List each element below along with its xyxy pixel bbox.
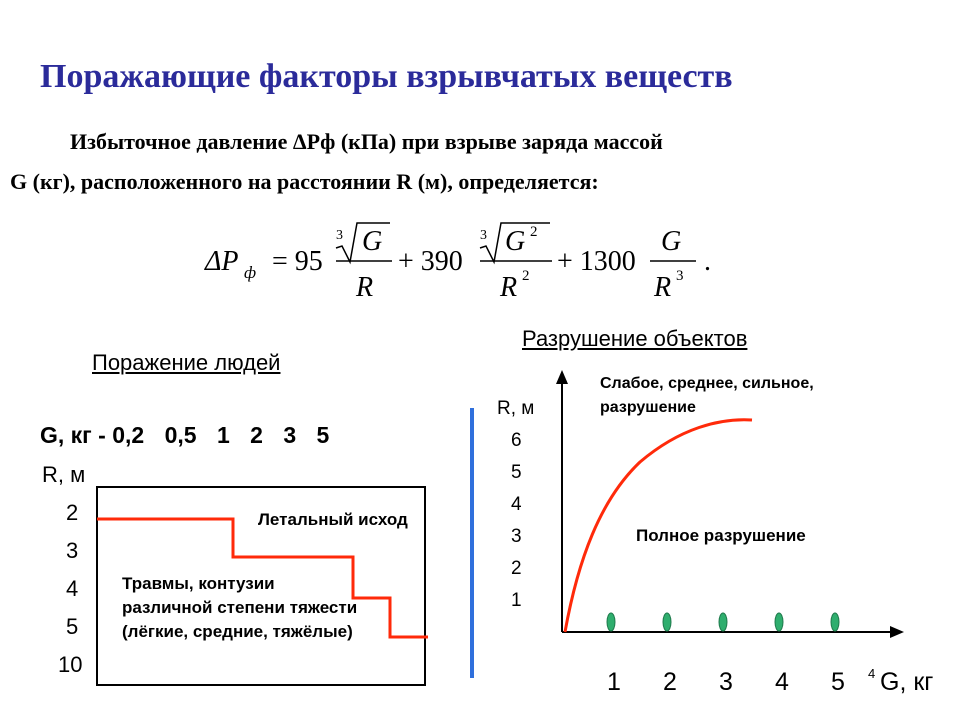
g-value: G, кг - 0,2 — [40, 422, 145, 448]
x-axis-arrow-icon — [890, 626, 904, 638]
right-x-label: G, кг — [880, 668, 934, 696]
charge-marker — [607, 613, 615, 631]
charge-marker — [663, 613, 671, 631]
left-r-tick: 5 — [66, 614, 79, 639]
heading-objects: Разрушение объектов — [522, 326, 748, 351]
g-value: 2 — [250, 422, 263, 448]
right-x-tick: 1 — [607, 668, 621, 696]
left-r-tick: 4 — [66, 576, 79, 601]
formula-den-3: R — [654, 272, 672, 303]
formula-coef-3: + 1300 — [557, 246, 636, 277]
formula-root-index-1: 3 — [336, 228, 343, 243]
x-markers — [607, 613, 839, 631]
label-lethal: Летальный исход — [258, 510, 408, 529]
g-value: 0,5 — [164, 422, 197, 448]
formula-num-1: G — [362, 226, 383, 257]
right-x-tick: 4 — [775, 668, 789, 696]
g-value: 5 — [316, 422, 330, 448]
formula-coef-2: + 390 — [398, 246, 463, 277]
right-y-tick: 1 — [511, 590, 522, 611]
formula-end: . — [704, 246, 711, 277]
formula-num-2: G — [505, 226, 526, 257]
right-x-tick: 3 — [719, 668, 733, 696]
right-y-tick: 6 — [511, 430, 522, 451]
charge-marker — [831, 613, 839, 631]
charge-marker — [775, 613, 783, 631]
formula-coef-1: = 95 — [272, 246, 323, 277]
intro-line-1: Избыточное давление ΔPф (кПа) при взрыве заряда массой — [70, 129, 663, 154]
right-y-tick: 3 — [511, 526, 522, 547]
label-injury: Травмы, контузии различной степени тяжести (лёгкие, средние, тяжёлые) — [122, 574, 358, 641]
right-y-tick: 4 — [511, 494, 522, 515]
left-r-label: R, м — [42, 462, 86, 487]
right-y-tick: 5 — [511, 462, 522, 483]
formula-lhs-sub: ф — [244, 263, 257, 282]
g-value: 1 — [216, 422, 230, 448]
intro-line-2: G (кг), расположенного на расстоянии R (м), определяется: — [10, 169, 599, 194]
formula-den-2: R — [500, 272, 518, 303]
label-full-destruction: Полное разрушение — [636, 526, 806, 545]
right-y-tick: 2 — [511, 558, 522, 579]
formula-den-1: R — [356, 272, 374, 303]
right-x-tick: 5 — [831, 668, 845, 696]
left-r-tick: 3 — [66, 538, 79, 563]
page-title: Поражающие факторы взрывчатых веществ — [40, 58, 733, 95]
formula-num-3: G — [661, 226, 682, 257]
page-number: 4 — [868, 666, 876, 681]
formula-num-2-exp: 2 — [530, 224, 538, 240]
heading-people: Поражение людей — [92, 350, 281, 375]
right-x-tick: 2 — [663, 668, 677, 696]
label-partial-destruction: Слабое, среднее, сильное, разрушение — [600, 375, 814, 416]
formula-root-index-2: 3 — [480, 228, 487, 243]
y-axis-arrow-icon — [556, 370, 568, 384]
formula-den-2-exp: 2 — [522, 268, 530, 284]
right-y-label: R, м — [497, 398, 535, 419]
charge-marker — [719, 613, 727, 631]
formula-lhs: ΔP — [205, 246, 239, 277]
g-value: 3 — [283, 422, 297, 448]
left-r-tick: 2 — [66, 500, 79, 525]
left-r-tick: 10 — [58, 652, 83, 677]
formula-den-3-exp: 3 — [676, 268, 684, 284]
